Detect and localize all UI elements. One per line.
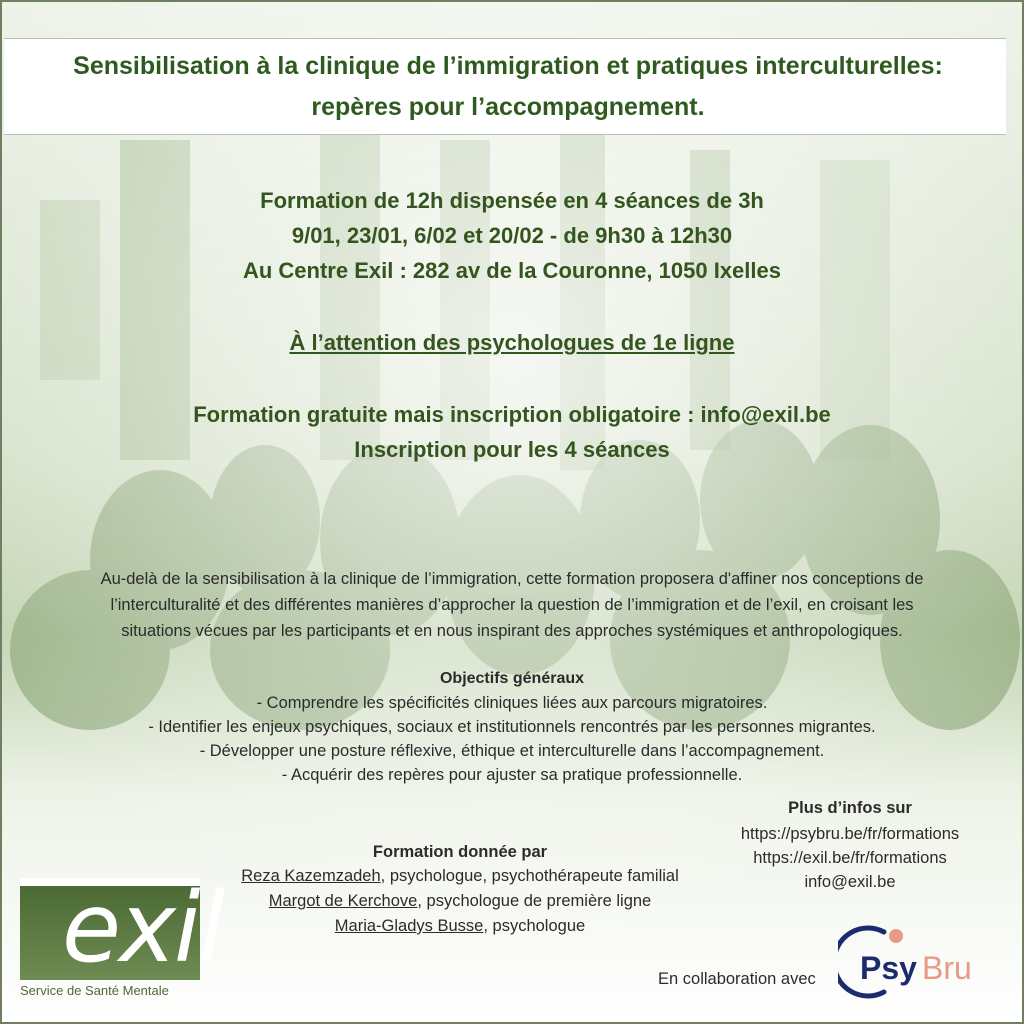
trainer-name-link[interactable]: Reza Kazemzadeh xyxy=(241,867,381,885)
trainer-entry xyxy=(210,914,710,939)
objective-item: - Développer une posture réflexive, éthique et interculturelle dans l’accompagnement. xyxy=(199,742,825,760)
objectives-title: Objectifs généraux xyxy=(439,670,585,687)
dates-info: 9/01, 23/01, 6/02 et 20/02 - de 9h30 à 12h30 xyxy=(291,223,733,248)
collaboration-label: En collaboration avec xyxy=(658,970,816,988)
objective-item: - Acquérir des repères pour ajuster sa pratique professionnelle. xyxy=(281,766,743,784)
trainer-name-link[interactable]: Maria-Gladys Busse xyxy=(334,917,484,935)
description-line: l’interculturalité et des différentes manières d’approcher la question de l’immigration et de l’exil, en croisant les xyxy=(110,596,914,614)
format-info: Formation de 12h dispensée en 4 séances de 3h xyxy=(260,188,764,213)
trainers-title: Formation donnée par xyxy=(372,843,548,861)
trainer-name-link[interactable]: Margot de Kerchove xyxy=(268,892,418,910)
description-line: situations vécues par les participants et en nous inspirant des approches systémiques et anthropologiques. xyxy=(121,622,903,640)
more-info-title: Plus d’infos sur xyxy=(788,799,912,817)
trainer-role: , psychologue de première ligne xyxy=(417,892,652,910)
exil-logo xyxy=(20,872,224,1002)
trainer-role: , psychologue, psychothérapeute familial xyxy=(380,867,679,885)
psybru-logo-psy: Psy xyxy=(860,950,917,986)
exil-logo-block xyxy=(20,872,224,984)
objective-item: - Identifier les enjeux psychiques, sociaux et institutionnels rencontrés par les personnes migrantes. xyxy=(148,718,876,736)
trainer-role: , psychologue xyxy=(483,917,586,935)
objective-item: - Comprendre les spécificités cliniques liées aux parcours migratoires. xyxy=(256,694,768,712)
description-line: Au-delà de la sensibilisation à la clinique de l’immigration, cette formation proposera d'affiner nos conceptions de xyxy=(100,570,924,588)
trainer-entry xyxy=(210,889,710,914)
psybru-logo xyxy=(838,922,998,1000)
psybru-logo-bru: Bru xyxy=(922,950,972,986)
psybru-link[interactable]: https://psybru.be/fr/formations xyxy=(740,825,960,843)
sessions-info: Inscription pour les 4 séances xyxy=(354,437,670,462)
registration-info: Formation gratuite mais inscription obligatoire : info@exil.be xyxy=(193,402,831,427)
trainer-entry xyxy=(210,864,710,889)
exil-logo-subtitle: Service de Santé Mentale xyxy=(20,983,169,998)
audience-info: À l’attention des psychologues de 1e ligne xyxy=(289,330,735,355)
exil-logo-word: exil xyxy=(62,872,224,984)
location-info: Au Centre Exil : 282 av de la Couronne, 1050 Ixelles xyxy=(242,258,781,283)
poster-title-line1: Sensibilisation à la clinique de l’immigration et pratiques interculturelles: xyxy=(73,52,943,80)
poster-title-line2: repères pour l’accompagnement. xyxy=(311,93,705,121)
exil-link[interactable]: https://exil.be/fr/formations xyxy=(753,849,947,867)
contact-email[interactable]: info@exil.be xyxy=(804,873,896,891)
